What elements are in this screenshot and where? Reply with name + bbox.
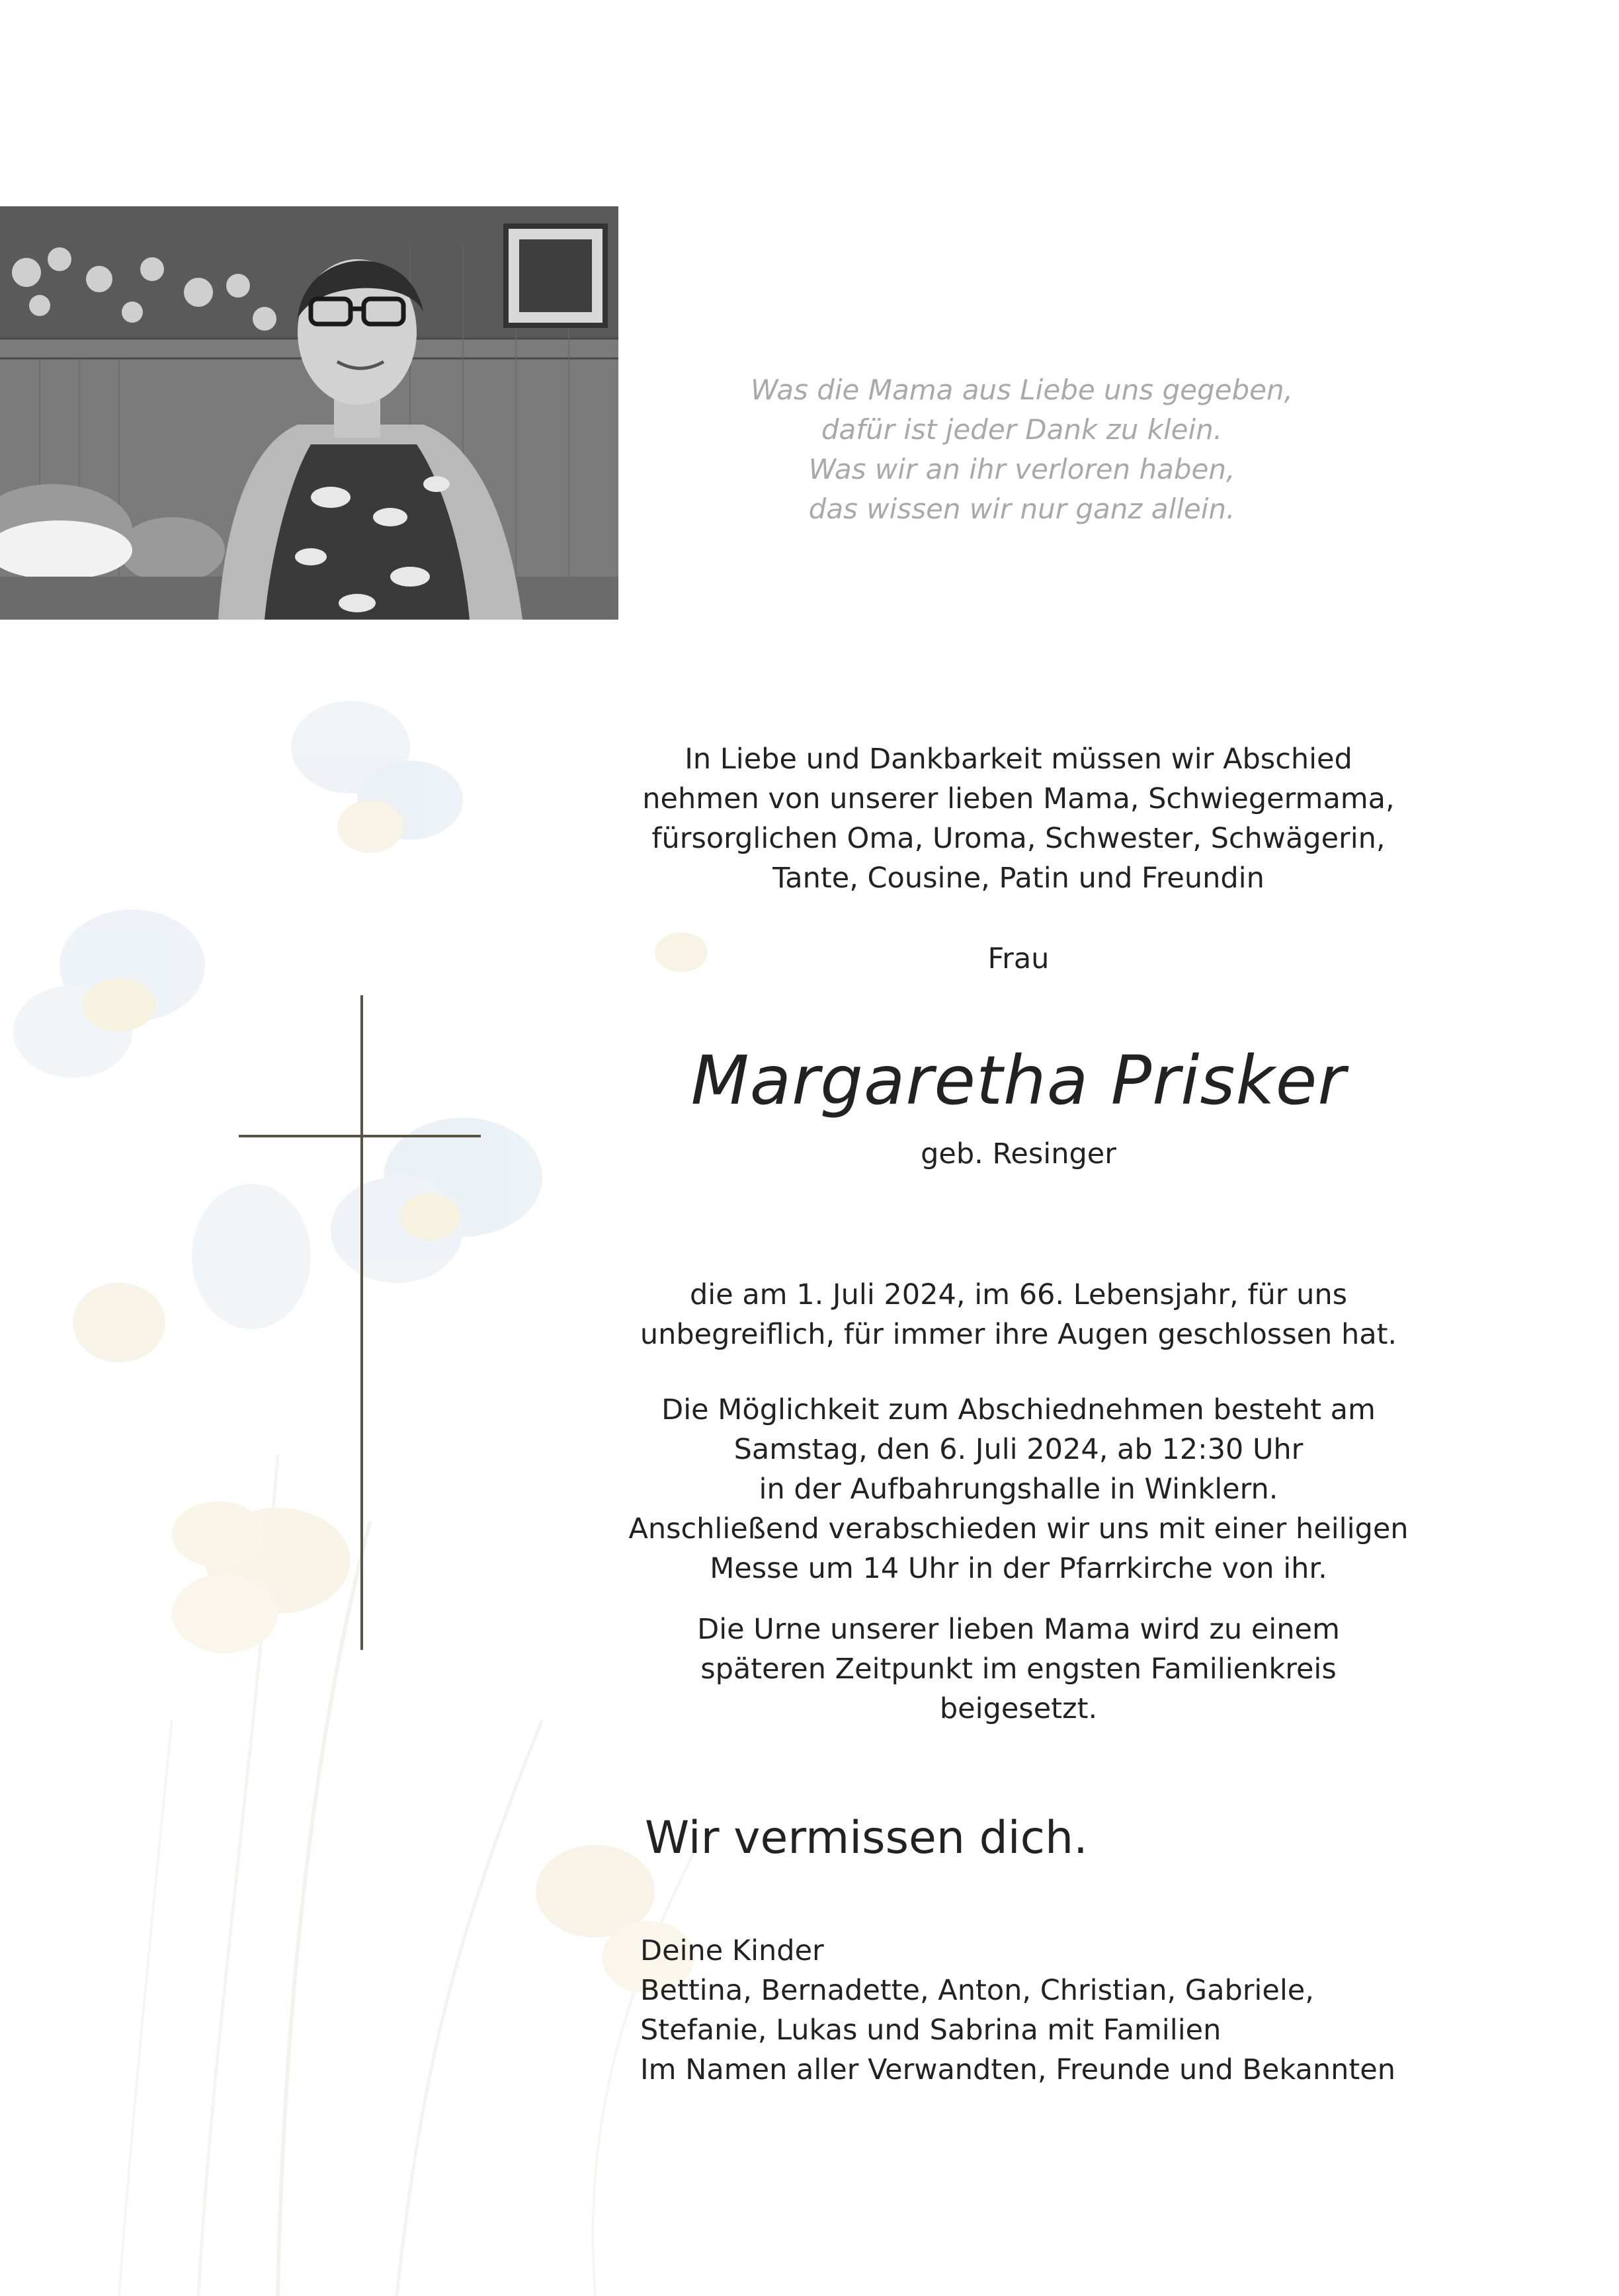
farewell-line: in der Aufbahrungshalle in Winklern. <box>759 1473 1278 1506</box>
farewell-line: Die Möglichkeit zum Abschiednehmen besteht am <box>661 1393 1376 1426</box>
poem-line: das wissen wir nur ganz allein. <box>808 493 1235 525</box>
urn-notice <box>595 1610 1442 1729</box>
farewell-line: Anschließend verabschieden wir uns mit einer heiligen <box>628 1512 1409 1545</box>
poem-line: Was wir an ihr verloren haben, <box>808 453 1235 485</box>
portrait-photo <box>0 206 618 620</box>
urn-line: späteren Zeitpunkt im engsten Familienkreis <box>700 1653 1337 1686</box>
memorial-poem <box>661 370 1382 529</box>
intro-line: nehmen von unserer lieben Mama, Schwiegermama, <box>642 782 1395 815</box>
intro-line: In Liebe und Dankbarkeit müssen wir Abschied <box>685 743 1352 776</box>
farewell-intro <box>595 739 1442 898</box>
salutation: Frau <box>987 942 1050 975</box>
motto: Wir vermissen dich. <box>645 1812 1088 1864</box>
death-notice-line: die am 1. Juli 2024, im 66. Lebensjahr, für uns <box>689 1278 1348 1311</box>
cross-icon <box>235 995 486 1657</box>
poem-line: dafür ist jeder Dank zu klein. <box>821 413 1223 446</box>
farewell-details <box>595 1390 1442 1588</box>
urn-line: beigesetzt. <box>939 1692 1098 1725</box>
farewell-line: Samstag, den 6. Juli 2024, ab 12:30 Uhr <box>733 1433 1304 1466</box>
signature-line: Bettina, Bernadette, Anton, Christian, Gabriele, <box>640 1974 1314 2007</box>
mourners-signature <box>640 1931 1434 2090</box>
intro-line: Tante, Cousine, Patin und Freundin <box>772 862 1265 895</box>
deceased-name: Margaretha Prisker <box>690 1042 1347 1120</box>
poem-line: Was die Mama aus Liebe uns gegeben, <box>751 374 1293 406</box>
death-notice-line: unbegreiflich, für immer ihre Augen geschlossen hat. <box>640 1318 1397 1351</box>
signature-line: Im Namen aller Verwandten, Freunde und Bekannten <box>640 2053 1395 2086</box>
farewell-line: Messe um 14 Uhr in der Pfarrkirche von ihr. <box>710 1552 1327 1585</box>
urn-line: Die Urne unserer lieben Mama wird zu einem <box>697 1613 1340 1646</box>
signature-line: Stefanie, Lukas und Sabrina mit Familien <box>640 2014 1222 2047</box>
intro-line: fürsorglichen Oma, Uroma, Schwester, Schwägerin, <box>651 822 1386 855</box>
signature-line: Deine Kinder <box>640 1934 824 1967</box>
death-notice <box>595 1275 1442 1354</box>
birth-name: geb. Resinger <box>921 1137 1116 1170</box>
